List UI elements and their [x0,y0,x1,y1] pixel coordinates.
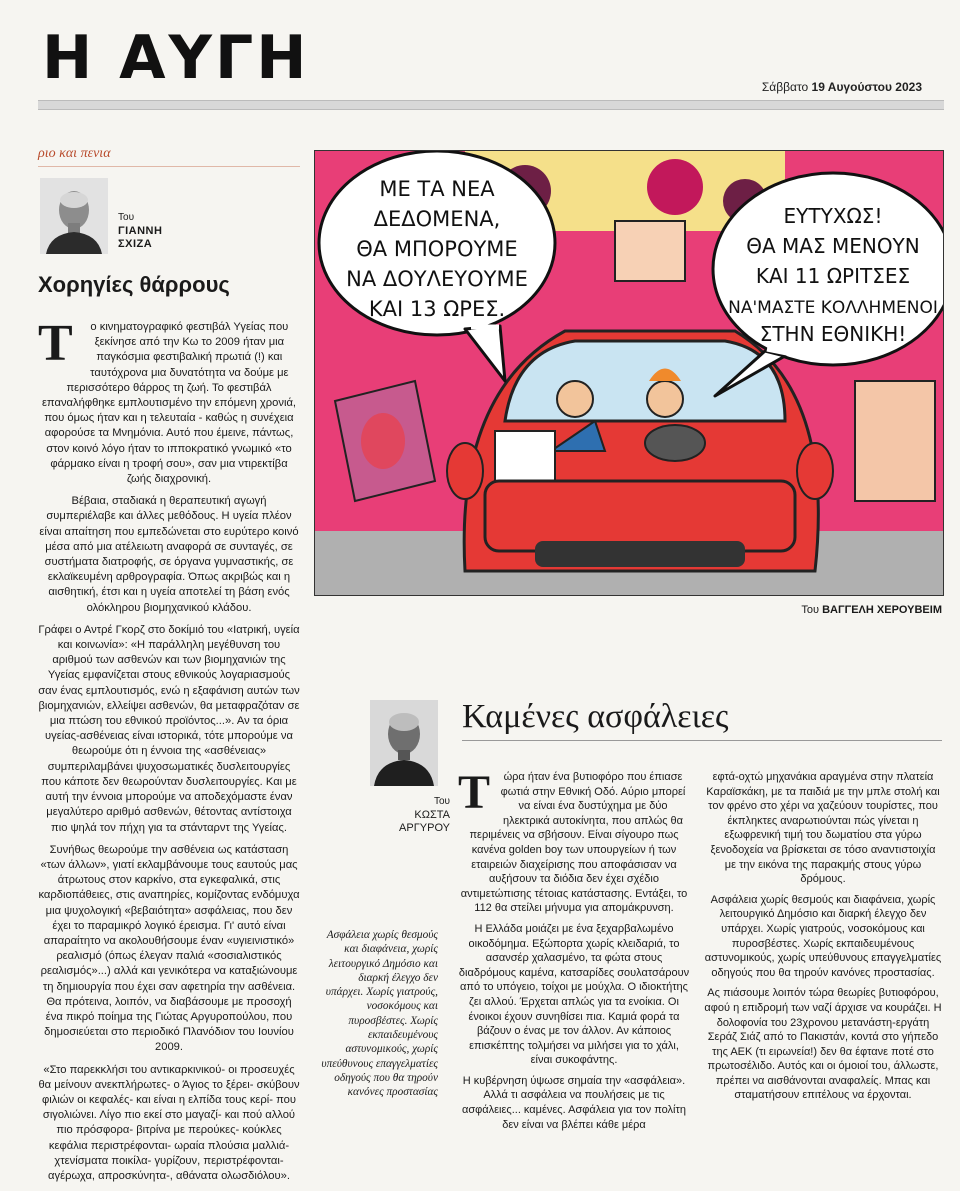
speech-bubble-line: ΜΕ ΤΑ ΝΕΑ [379,177,495,201]
issue-date [762,80,922,94]
author-caption [380,796,450,836]
title-rule [462,740,942,741]
cartoon-credit-prefix: Του [801,604,820,616]
article-title: Χορηγίες θάρρους [38,272,230,297]
editorial-cartoon [314,150,944,596]
cartoon-credit [801,604,942,616]
issue-day: Σάββατο [761,80,809,94]
drop-cap: Τ [458,766,491,819]
article-paragraph [458,766,690,916]
newspaper-masthead: Η ΑΥΓΗ [42,23,310,93]
pull-quote: Ασφάλεια χωρίς θεσμούς και διαφάνεια, χωρίς λειτουργικό Δημόσιο και διαρκή έλεγχο δεν υπάρχει. Χωρίς γιατρούς, νοσοκόμους και πυροσβέστες. Χωρίς εκπαιδευμένους αστυνομικούς, χωρίς υπεύθυνους επαγγελματίες οδηγούς που θα τηρούν κανόνες προστασίας [321,929,438,1099]
speech-bubble-line: ΝΑ ΔΟΥΛΕΥΟΥΜΕ [346,267,528,291]
drop-cap: Τ [38,315,73,372]
column-rule [38,166,300,167]
speech-bubble-line: ΘΑ ΜΠΟΡΟΥΜΕ [356,237,518,261]
speech-bubble-line: ΝΑ'ΜΑΣΤΕ ΚΟΛΛΗΜΕΝΟΙ [728,298,938,318]
masthead-rule [38,100,944,110]
article-paragraph: Ας πιάσουμε λοιπόν τώρα θεωρίες βυτιοφόρου, αφού η επιδρομή των ναζί άρχισε να κουράζει. Η δολοφονία του 23χρονου μετανάστη-εργάτη Σεράζ Σιάζ από το Πακιστάν, κοντά στο γήπεδο της ΑΕΚ (τι ειρωνεία!) δεν θα έφτανε ποτέ στο πρωτοσέλιδο. Αυτός και οι όμοιοί του, άλλωστε, πρέπει να αισθάνονται αναφαλείς. Μπας και σταματήσουν επιτέλους να έρχονται. [704,987,942,1102]
author-photo [370,700,438,786]
author-last-name: ΣΧΙΖΑ [118,238,153,251]
column-tag: ριο και πενια [38,146,111,161]
article-paragraph: Συνήθως θεωρούμε την ασθένεια ως κατάσταση «των άλλων», γιατί εκλαμβάνουμε τους εαυτούς μας άτρωτους στον καρκίνο, στα εγκεφαλικά, στις καρδιοπάθειες, στις αναπηρίες, κομίζοντας ενδόμυχα μια ψυχολογική «βεβαιότητα» ασφάλειας, που δεν έχει το παραμικρό λογικό έρεισμα. Γι' αυτό είναι απαραίτητο να ακολουθήσουμε έναν «υγιεινιστικό» ρεαλισμό (όπως έλεγαν παλιά «σοσιαλιστικός ρεαλισμός»...) αλλά και γενικότερα να καταξιώνουμε τη δημιουργία που έχει σαν αφετηρία την ασθένεια. Θα πρότεινα, λοιπόν, να διαβάσουμε με προσοχή ένα πικρό ποίημα της Γιώτας Αργυροπούλου, που δημοσιεύεται στο περιοδικό Πλανόδιον του Ιουνίου 2009. [38,843,300,1054]
poem-quote: «Στο παρεκκλήσι του αντικαρκινικού- οι προσευχές θα μείνουν ανεκπλήρωτες- ο Άγιος το ξέρει- σκύβουν φιλιών οι κεφαλές- και είναι η ελπίδα τους κερί- που σιγολιώνει. Λίγο πιο εκεί στο μαγαζί- και πού αλλού πιο πρόσφορα- βιτρίνα με περούκες- κούκλες κεφάλια περιστρέφονται- ωραία πλούσια μαλλιά- χτενίσματα ποικίλα- γυρίζουν, περιστρέφονται- αγέρωχα, απροσκύνητα-, αθάνατα ολωσδιόλου». [38,1063,300,1182]
article-body [38,315,300,1191]
cartoonist-name: ΒΑΓΓΕΛΗ ΧΕΡΟΥΒΕΙΜ [822,604,942,616]
author-photo-illustration [40,178,108,254]
author-photo [40,178,108,254]
article-paragraph: Βέβαια, σταδιακά η θεραπευτική αγωγή συμπεριέλαβε και άλλες μεθόδους. Η υγεία πλέον είναι απαίτηση που εμπεδώνεται στο ευρύτερο κοινό μέσα από μια ατέλειωτη αναφορά σε συνταγές, σε συστήματα διατροφής, σε όργανα γυμναστικής, σε εκλαϊκευμένη αρθρογραφία. Όπως ακριβώς και η αισθητική, έτσι και η υγεία αποτελεί τη βάση ενός ολόκληρου βιομηχανικού κλάδου. [39,495,299,614]
article-title: Καμένες ασφάλειες [462,698,729,735]
speech-bubble-line: ΘΑ ΜΑΣ ΜΕΝΟΥΝ [746,234,920,258]
paragraph-text: ο κινηματογραφικό φεστιβάλ Υγείας που ξεκίνησε από την Κω το 2009 ήταν μια παγκόσμια φεστιβαλική πρωτιά (!) και ταυτόχρονα μια δυνατότητα να δούμε με περισσότερο θάρρος τη ζωή. Το φεστιβάλ επαναλήφθηκε εμπλουτισμένο την επόμενη χρονιά, που όμως ήταν και η τελευταία - καθώς η συνέχεια αφορούσε τα Μνημόνια. Αυτό που έμεινε, πάντως, στον κοινό λόγο ήταν το ιπποκρατικό γνωμικό «το φάρμακο είναι η τροφή σου», σαν μια ντιρεκτίβα ζωής διαχρονική. [41,321,297,486]
issue-date-value: 19 Αυγούστου 2023 [811,80,922,94]
author-prefix: Του [433,796,450,807]
speech-bubble-line: ΣΤΗΝ ΕΘΝΙΚΗ! [759,322,907,346]
author-first-name: ΚΩΣΤΑ [414,808,450,821]
author-first-name: ΓΙΑΝΝΗ [118,224,163,237]
speech-bubble-line: ΚΑΙ 13 ΩΡΕΣ. [368,297,506,321]
author-prefix: Του [118,212,135,223]
speech-bubble-line: ΕΥΤΥΧΩΣ! [783,204,883,228]
article-column-a [458,766,690,1138]
article-paragraph: εφτά-οχτώ μηχανάκια αραγμένα στην πλατεία Καραϊσκάκη, με τα παιδιά με την μπλε στολή και τον φρένο στο χέρι να χαζεύουν τουρίστες, που έκπληκτες αναρωτιούνται πώς γίνεται η εξωφρενική τιμή του δωματίου στα γύρω ξενοδοχεία να βρίσκεται σε τόσο αναντιστοιχία με την εικόνα της παρακμής στους γύρω δρόμους. [706,771,940,886]
speech-bubble-line: ΔΕΔΟΜΕΝΑ, [373,207,501,231]
article-paragraph [38,315,300,487]
author-caption [118,212,162,252]
article-paragraph: Η κυβέρνηση ύψωσε σημαία την «ασφάλεια». Αλλά τι ασφάλεια να πουλήσεις με τις ασφάλειες... καμένες. Ασφάλεια για τον πολίτη δεν είναι να βλέπει κάθε μέρα [462,1074,686,1131]
author-photo-illustration [370,700,438,786]
article-paragraph: Γράφει ο Αντρέ Γκορζ στο δοκίμιό του «Ιατρική, υγεία και κοινωνία»: «Η παράλληλη μεγέθυνση του αριθμού των ασθενών και των βιομηχανιών της Υγείας εμφανίζεται στους εθνικούς λογαριασμούς σαν ένας εμπλουτισμός, ενώ η εξαφάνιση αυτών των βιομηχανιών, ελλείψει ασθενών, θα μεταφραζόταν σε μια πτώση του εθνικού προϊόντος...». Αν τα όρια υγείας-ασθένειας είναι ιστορικά, τότε μπορούμε να θεωρούμε ότι η έννοια της «ασθένειας» συμπεριλαμβάνει ψυχοσωματικές δυσλειτουργίες που κάποτε δεν θεωρούνταν δυσλειτουργίες. Και με αυτή την έννοια μπορούμε να αποδεχόμαστε έναν μεγαλύτερο αριθμό ασθενών, θέτοντας αντίστοιχα πιο ψηλά τον πήχη για τα στάνταρντ της Υγείας. [38,623,300,834]
article-column-b [704,770,942,1109]
cartoon-illustration [315,151,943,595]
article-paragraph: Ασφάλεια χωρίς θεσμούς και διαφάνεια, χωρίς λειτουργικό Δημόσιο και διαρκή έλεγχο δεν υπάρχει. Χωρίς γιατρούς, νοσοκόμους και πυροσβέστες. Χωρίς εκπαιδευμένους αστυνομικούς, χωρίς υπεύθυνους επαγγελματίες οδηγούς που θα τηρούν κανόνες προστασίας. [704,893,942,979]
paragraph-text: ώρα ήταν ένα βυτιοφόρο που έπιασε φωτιά στην Εθνική Οδό. Αύριο μπορεί να είναι ένα δυστύχημα με δύο ηλεκτρικά αυτοκίνητα, που απλώς θα περιμένεις να σβήσουν. Είναι σίγουρο πως κανένα golden boy των υπουργείων ή των εταιρειών διαχείρισης που αποφάσισαν να αυξήσουν τα διόδια δεν έχει σχέδιο αντιμετώπισης τέτοιας κατάστασης. Εντάξει, το 112 θα στείλει μήνυμα για απομάκρυνση. [460,771,688,915]
article-paragraph: Η Ελλάδα μοιάζει με ένα ξεχαρβαλωμένο οικοδόμημα. Εξώπορτα χωρίς κλειδαριά, το ασανσέρ χαλασμένο, τα φώτα στους διαδρόμους καμένα, κατσαρίδες σουλατσάρουν από το υπόγειο, τοίχοι με μούχλα. Ο ιδιοκτήτης ζει αλλού. Έρχεται απλώς για τα ενοίκια. Οι ένοικοι έχουν συνηθίσει πια. Καμιά φορά τα βάζουν ο ένας με τον άλλον. Αν κάποιος επισκέπτης τολμήσει να μιλήσει για το χάλι, είναι συκοφάντης. [458,922,690,1067]
author-last-name: ΑΡΓΥΡΟΥ [399,822,450,835]
speech-bubble-line: ΚΑΙ 11 ΩΡΙΤΣΕΣ [755,264,911,288]
